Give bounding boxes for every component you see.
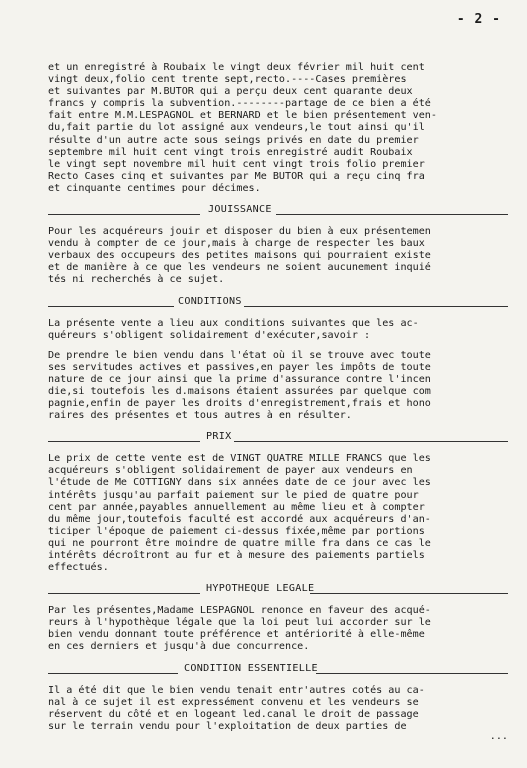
paragraph-conditions-intro: La présente vente a lieu aux conditions suivantes que les ac- quéreurs s'obligent solidairement d'exécuter,savoir :	[48, 317, 419, 341]
section-heading-condition-essentielle	[48, 663, 508, 675]
heading-rule-right	[310, 593, 508, 594]
heading-rule-left	[48, 306, 174, 307]
heading-rule-right	[244, 306, 508, 307]
paragraph-condition-essentielle: Il a été dit que le bien vendu tenait entr'autres cotés au ca- nal à ce sujet il est expressément convenu et les vendeurs se réservent du côté et en logeant led.canal le droit de passage sur le terrain vendu pour l'exploitation de deux parties de	[48, 684, 425, 732]
section-heading-hypotheque-legale	[48, 583, 508, 595]
heading-title-hypotheque-legale: HYPOTHEQUE LEGALE	[206, 583, 315, 595]
heading-rule-right	[316, 673, 508, 674]
heading-title-condition-essentielle: CONDITION ESSENTIELLE	[184, 662, 318, 674]
paragraph-hypotheque-legale: Par les présentes,Madame LESPAGNOL renonce en faveur des acqué- reurs à l'hypothèque légale que la loi peut lui accorder sur le bien vendu donnant toute préférence et antériorité à elle-même en ces derniers et jusqu'à due concurrence.	[48, 605, 431, 653]
section-heading-prix	[48, 431, 508, 443]
paragraph-jouissance: Pour les acquéreurs jouir et disposer du bien à eux présentemen vendu à compter de ce jour,mais à charge de respecter les baux verbaux des occupeurs des petites maisons qui pourraient existe et de manière à ce que les vendeurs ne soient aucunement inquié tés ni recherchés à ce sujet.	[48, 226, 431, 286]
heading-title-conditions: CONDITIONS	[178, 295, 242, 307]
heading-rule-left	[48, 214, 200, 215]
section-heading-jouissance	[48, 204, 508, 216]
section-heading-conditions	[48, 296, 508, 308]
paragraph-origin-of-property: et un enregistré à Roubaix le vingt deux février mil huit cent vingt deux,folio cent trente sept,recto.----Cases premières et suivantes par M.BUTOR qui a perçu deux cent quarante deux francs y compris la subvention.--------partage de ce bien a été fait entre M.M.LESPAGNOL et BERNARD et le bien présentement ven- du,fait partie du lot assigné aux vendeurs,le tout ainsi qu'il résulte d'un autre acte sous seings privés en date du premier septembre mil huit cent vingt trois enregistré audit Roubaix le vingt sept novembre mil huit cent vingt trois folio premier Recto Cases cinq et suivantes par Me BUTOR qui a reçu cinq fra et cinquante centimes pour décimes.	[48, 62, 437, 194]
continuation-mark: ...	[489, 730, 508, 742]
heading-rule-left	[48, 441, 200, 442]
page-number: - 2 -	[456, 12, 501, 27]
paragraph-conditions-detail: De prendre le bien vendu dans l'état où il se trouve avec toute ses servitudes actives et passives,en payer les impôts de toute nature de ce jour ainsi que la prime d'assurance contre l'incen die,si toutefois les d.maisons étaient assurées par quelque com pagnie,enfin de payer les droits d'enregistrement,frais et hono raires des présentes et tous autres à en résulter.	[48, 349, 431, 422]
paragraph-prix: Le prix de cette vente est de VINGT QUATRE MILLE FRANCS que les acquéreurs s'obligent solidairement de payer aux vendeurs en l'étude de Me COTTIGNY dans six années date de ce jour avec les intérêts jusqu'au parfait paiement sur le pied de quatre pour cent par année,payables annuellement au même lieu et à compter du même jour,toutefois faculté est accordé aux acquéreurs d'an- ticiper l'époque de paiement ci-dessus fixée,même par portions qui ne pourront être moindre de quatre mille fra dans ce cas le intérêts décroîtront au fur et à mesure des paiements partiels effectués.	[48, 453, 431, 574]
heading-rule-right	[234, 441, 508, 442]
heading-title-prix: PRIX	[206, 431, 232, 443]
heading-rule-left	[48, 673, 178, 674]
heading-rule-right	[276, 214, 508, 215]
document-body	[48, 62, 508, 743]
heading-rule-left	[48, 593, 200, 594]
heading-title-jouissance: JOUISSANCE	[208, 204, 272, 216]
